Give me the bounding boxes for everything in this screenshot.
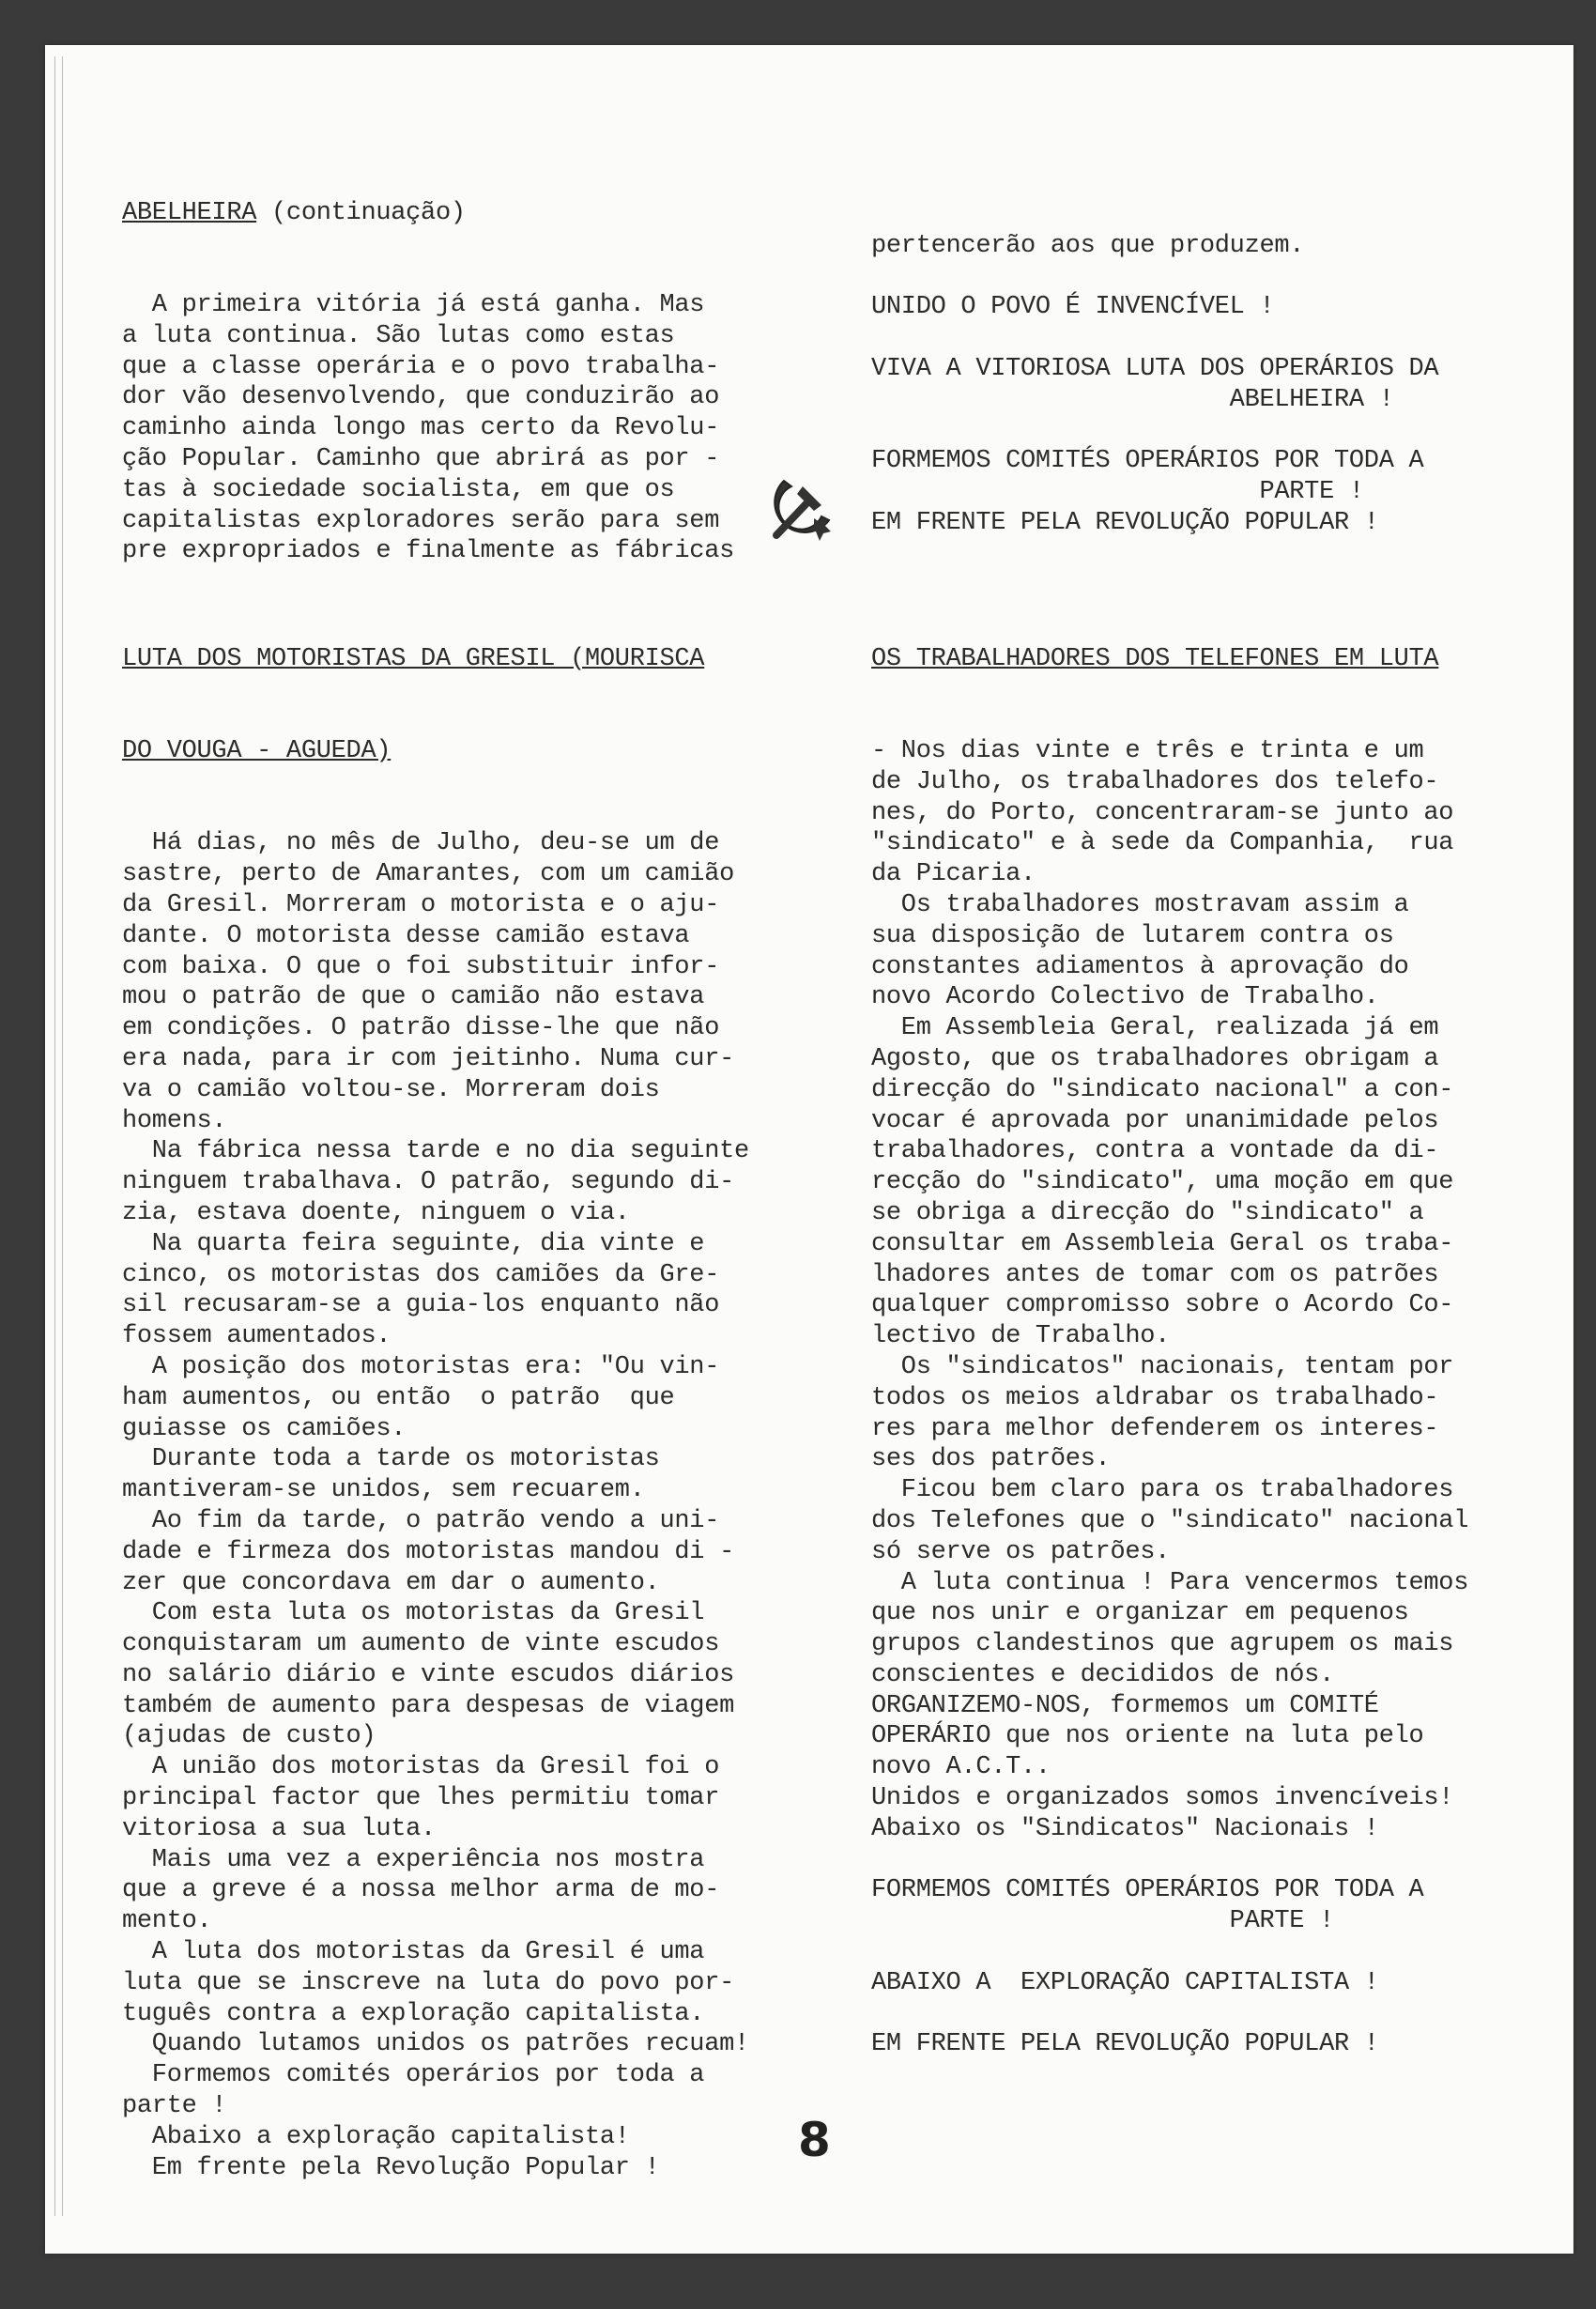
text-line: Formemos comités operários por toda a [122, 2061, 705, 2090]
text-line: da Gresil. Morreram o motorista e o aju- [122, 890, 720, 919]
text-line: tas à sociedade socialista, em que os [122, 475, 675, 504]
article-body [122, 290, 734, 567]
text-line: de Julho, os trabalhadores dos telefo- [871, 767, 1439, 796]
page-edge [54, 56, 55, 2216]
text-line: A luta dos motoristas da Gresil é uma [122, 1938, 705, 1967]
text-line: novo Acordo Colectivo de Trabalho. [871, 983, 1379, 1012]
text-line: PARTE ! [871, 1907, 1334, 1936]
text-line: também de aumento para despesas de viagem [122, 1691, 735, 1720]
text-line: pre expropriados e finalmente as fábricas [122, 537, 735, 566]
text-line: Quando lutamos unidos os patrões recuam! [122, 2030, 749, 2059]
text-line: pertencerão aos que produzem. [871, 231, 1305, 260]
text-line: Em Assembleia Geral, realizada já em [871, 1014, 1439, 1043]
text-line: ção Popular. Caminho que abrirá as por - [122, 444, 720, 473]
article-motoristas-gresil [122, 582, 749, 2214]
text-line: lhadores antes de tomar com os patrões [871, 1260, 1439, 1289]
text-line: Os "sindicatos" nacionais, tentam por [871, 1352, 1454, 1381]
text-line: Abaixo a exploração capitalista! [122, 2122, 630, 2151]
text-line: sil recusaram-se a guia-los enquanto não [122, 1291, 720, 1320]
text-line: tuguês contra a exploração capitalista. [122, 1999, 705, 2028]
text-line: vitoriosa a sua luta. [122, 1814, 436, 1843]
text-line: no salário diário e vinte escudos diários [122, 1660, 735, 1689]
article-body [122, 828, 749, 2183]
text-line: - Nos dias vinte e três e trinta e um [871, 736, 1424, 765]
text-line: fossem aumentados. [122, 1322, 391, 1351]
text-line [871, 1937, 1468, 1968]
article-title: ABELHEIRA (continuação) [122, 198, 466, 227]
text-line: mantiveram-se unidos, sem recuarem. [122, 1476, 645, 1505]
text-line: zer que concordava em dar o aumento. [122, 1568, 660, 1597]
article-title-line: DO VOUGA - AGUEDA) [122, 736, 391, 765]
text-line [871, 261, 1438, 292]
text-line: a luta continua. São lutas como estas [122, 321, 675, 350]
text-line: que nos unir e organizar em pequenos [871, 1599, 1409, 1628]
text-line: A primeira vitória já está ganha. Mas [122, 290, 705, 319]
text-line: FORMEMOS COMITÉS OPERÁRIOS POR TODA A [871, 1876, 1424, 1905]
text-line: mento. [122, 1907, 212, 1936]
text-line: recção do "sindicato", uma moção em que [871, 1168, 1454, 1197]
text-line: capitalistas exploradores serão para sem [122, 506, 720, 535]
text-line: ORGANIZEMO-NOS, formemos um COMITÉ [871, 1691, 1379, 1720]
text-line: Agosto, que os trabalhadores obrigam a [871, 1044, 1439, 1073]
text-line: A luta continua ! Para vencermos temos [871, 1568, 1469, 1597]
text-line: nes, do Porto, concentraram-se junto ao [871, 798, 1454, 827]
text-line: mou o patrão de que o camião não estava [122, 983, 705, 1012]
text-line: grupos clandestinos que agrupem os mais [871, 1630, 1454, 1659]
text-line: Os trabalhadores mostravam assim a [871, 890, 1409, 919]
text-line: sua disposição de lutarem contra os [871, 921, 1394, 950]
text-line: todos os meios aldrabar os trabalhado- [871, 1383, 1439, 1412]
text-line: zia, estava doente, ninguem o via. [122, 1198, 630, 1227]
text-line: Na quarta feira seguinte, dia vinte e [122, 1229, 705, 1258]
article-title-line: LUTA DOS MOTORISTAS DA GRESIL (MOURISCA [122, 644, 705, 673]
text-line: res para melhor defenderem os interes- [871, 1414, 1439, 1443]
text-line: conscientes e decididos de nós. [871, 1660, 1334, 1689]
text-line: Na fábrica nessa tarde e no dia seguinte [122, 1137, 749, 1166]
text-line: constantes adiamentos à aprovação do [871, 952, 1409, 981]
text-line: va o camião voltou-se. Morreram dois [122, 1075, 660, 1104]
text-line: com baixa. O que o foi substituir infor- [122, 952, 720, 981]
text-line: ninguem trabalhava. O patrão, segundo di- [122, 1168, 735, 1197]
text-line: UNIDO O POVO É INVENCÍVEL ! [871, 293, 1275, 322]
text-line: (ajudas de custo) [122, 1722, 376, 1751]
article-abelheira-continuation [122, 136, 734, 598]
text-line: guiasse os camiões. [122, 1414, 407, 1443]
text-line: dade e firmeza dos motoristas mandou di - [122, 1537, 735, 1566]
text-line: luta que se inscreve na luta do povo por- [122, 1968, 735, 1997]
text-line: era nada, para ir com jeitinho. Numa cur- [122, 1044, 735, 1073]
text-line [871, 1999, 1468, 2030]
page-number: 8 [798, 2113, 831, 2167]
text-line: principal factor que lhes permitiu tomar [122, 1784, 720, 1813]
text-line [871, 1845, 1468, 1876]
text-line [871, 323, 1438, 354]
text-line: direcção do "sindicato nacional" a con- [871, 1075, 1454, 1104]
text-line: lectivo de Trabalho. [871, 1322, 1171, 1351]
text-line: cinco, os motoristas dos camiões da Gre- [122, 1260, 720, 1289]
text-line: Com esta luta os motoristas da Gresil [122, 1599, 705, 1628]
text-line: ses dos patrões. [871, 1445, 1111, 1474]
article-body [871, 231, 1438, 539]
text-line: ABELHEIRA ! [871, 385, 1394, 414]
text-line [871, 415, 1438, 446]
page-edge [62, 56, 63, 2216]
text-line: que a greve é a nossa melhor arma de mo- [122, 1876, 720, 1905]
text-line: dor vão desenvolvendo, que conduzirão ao [122, 383, 720, 412]
text-line: FORMEMOS COMITÉS OPERÁRIOS POR TODA A [871, 447, 1424, 476]
text-line: trabalhadores, contra a vontade da di- [871, 1137, 1439, 1166]
slogans-abelheira [871, 169, 1438, 569]
text-line: que a classe operária e o povo trabalha- [122, 352, 720, 381]
text-line: A posição dos motoristas era: "Ou vin- [122, 1352, 720, 1381]
text-line: homens. [122, 1106, 227, 1135]
text-line: Durante toda a tarde os motoristas [122, 1445, 660, 1474]
text-line: conquistaram um aumento de vinte escudos [122, 1630, 720, 1659]
article-title: OS TRABALHADORES DOS TELEFONES EM LUTA [871, 644, 1439, 673]
text-line: qualquer compromisso sobre o Acordo Co- [871, 1291, 1454, 1320]
text-line: da Picaria. [871, 860, 1036, 889]
text-line: Abaixo os "Sindicatos" Nacionais ! [871, 1814, 1379, 1843]
text-line: consultar em Assembleia Geral os traba- [871, 1229, 1454, 1258]
hammer-and-sickle-icon [756, 462, 850, 556]
text-line: em condições. O patrão disse-lhe que não [122, 1014, 720, 1043]
text-line: novo A.C.T.. [871, 1753, 1051, 1782]
text-line: Em frente pela Revolução Popular ! [122, 2153, 660, 2182]
text-line: ABAIXO A EXPLORAÇÃO CAPITALISTA ! [871, 1968, 1379, 1997]
text-line: PARTE ! [871, 477, 1364, 506]
text-line: sastre, perto de Amarantes, com um camião [122, 860, 735, 889]
text-line: vocar é aprovada por unanimidade pelos [871, 1106, 1439, 1135]
text-line: caminho ainda longo mas certo da Revolu- [122, 414, 720, 443]
text-line: só serve os patrões. [871, 1537, 1171, 1566]
text-line: Ao fim da tarde, o patrão vendo a uni- [122, 1506, 720, 1535]
text-line: OPERÁRIO que nos oriente na luta pelo [871, 1722, 1424, 1751]
text-line: Mais uma vez a experiência nos mostra [122, 1845, 705, 1874]
text-line: dos Telefones que o "sindicato" nacional [871, 1506, 1469, 1535]
text-line: EM FRENTE PELA REVOLUÇÃO POPULAR ! [871, 2030, 1379, 2059]
text-line: "sindicato" e à sede da Companhia, rua [871, 829, 1454, 858]
article-trabalhadores-telefones [871, 582, 1468, 2091]
text-line: Unidos e organizados somos invencíveis! [871, 1784, 1454, 1813]
text-line: se obriga a direcção do "sindicato" a [871, 1198, 1424, 1227]
text-line: ham aumentos, ou então o patrão que [122, 1383, 675, 1412]
article-body [871, 736, 1468, 2060]
text-line: A união dos motoristas da Gresil foi o [122, 1753, 720, 1782]
text-line: dante. O motorista desse camião estava [122, 921, 690, 950]
text-line: parte ! [122, 2092, 227, 2121]
text-line: VIVA A VITORIOSA LUTA DOS OPERÁRIOS DA [871, 354, 1439, 383]
text-line: Ficou bem claro para os trabalhadores [871, 1476, 1454, 1505]
text-line: Há dias, no mês de Julho, deu-se um de [122, 829, 720, 858]
text-line: EM FRENTE PELA REVOLUÇÃO POPULAR ! [871, 508, 1379, 537]
